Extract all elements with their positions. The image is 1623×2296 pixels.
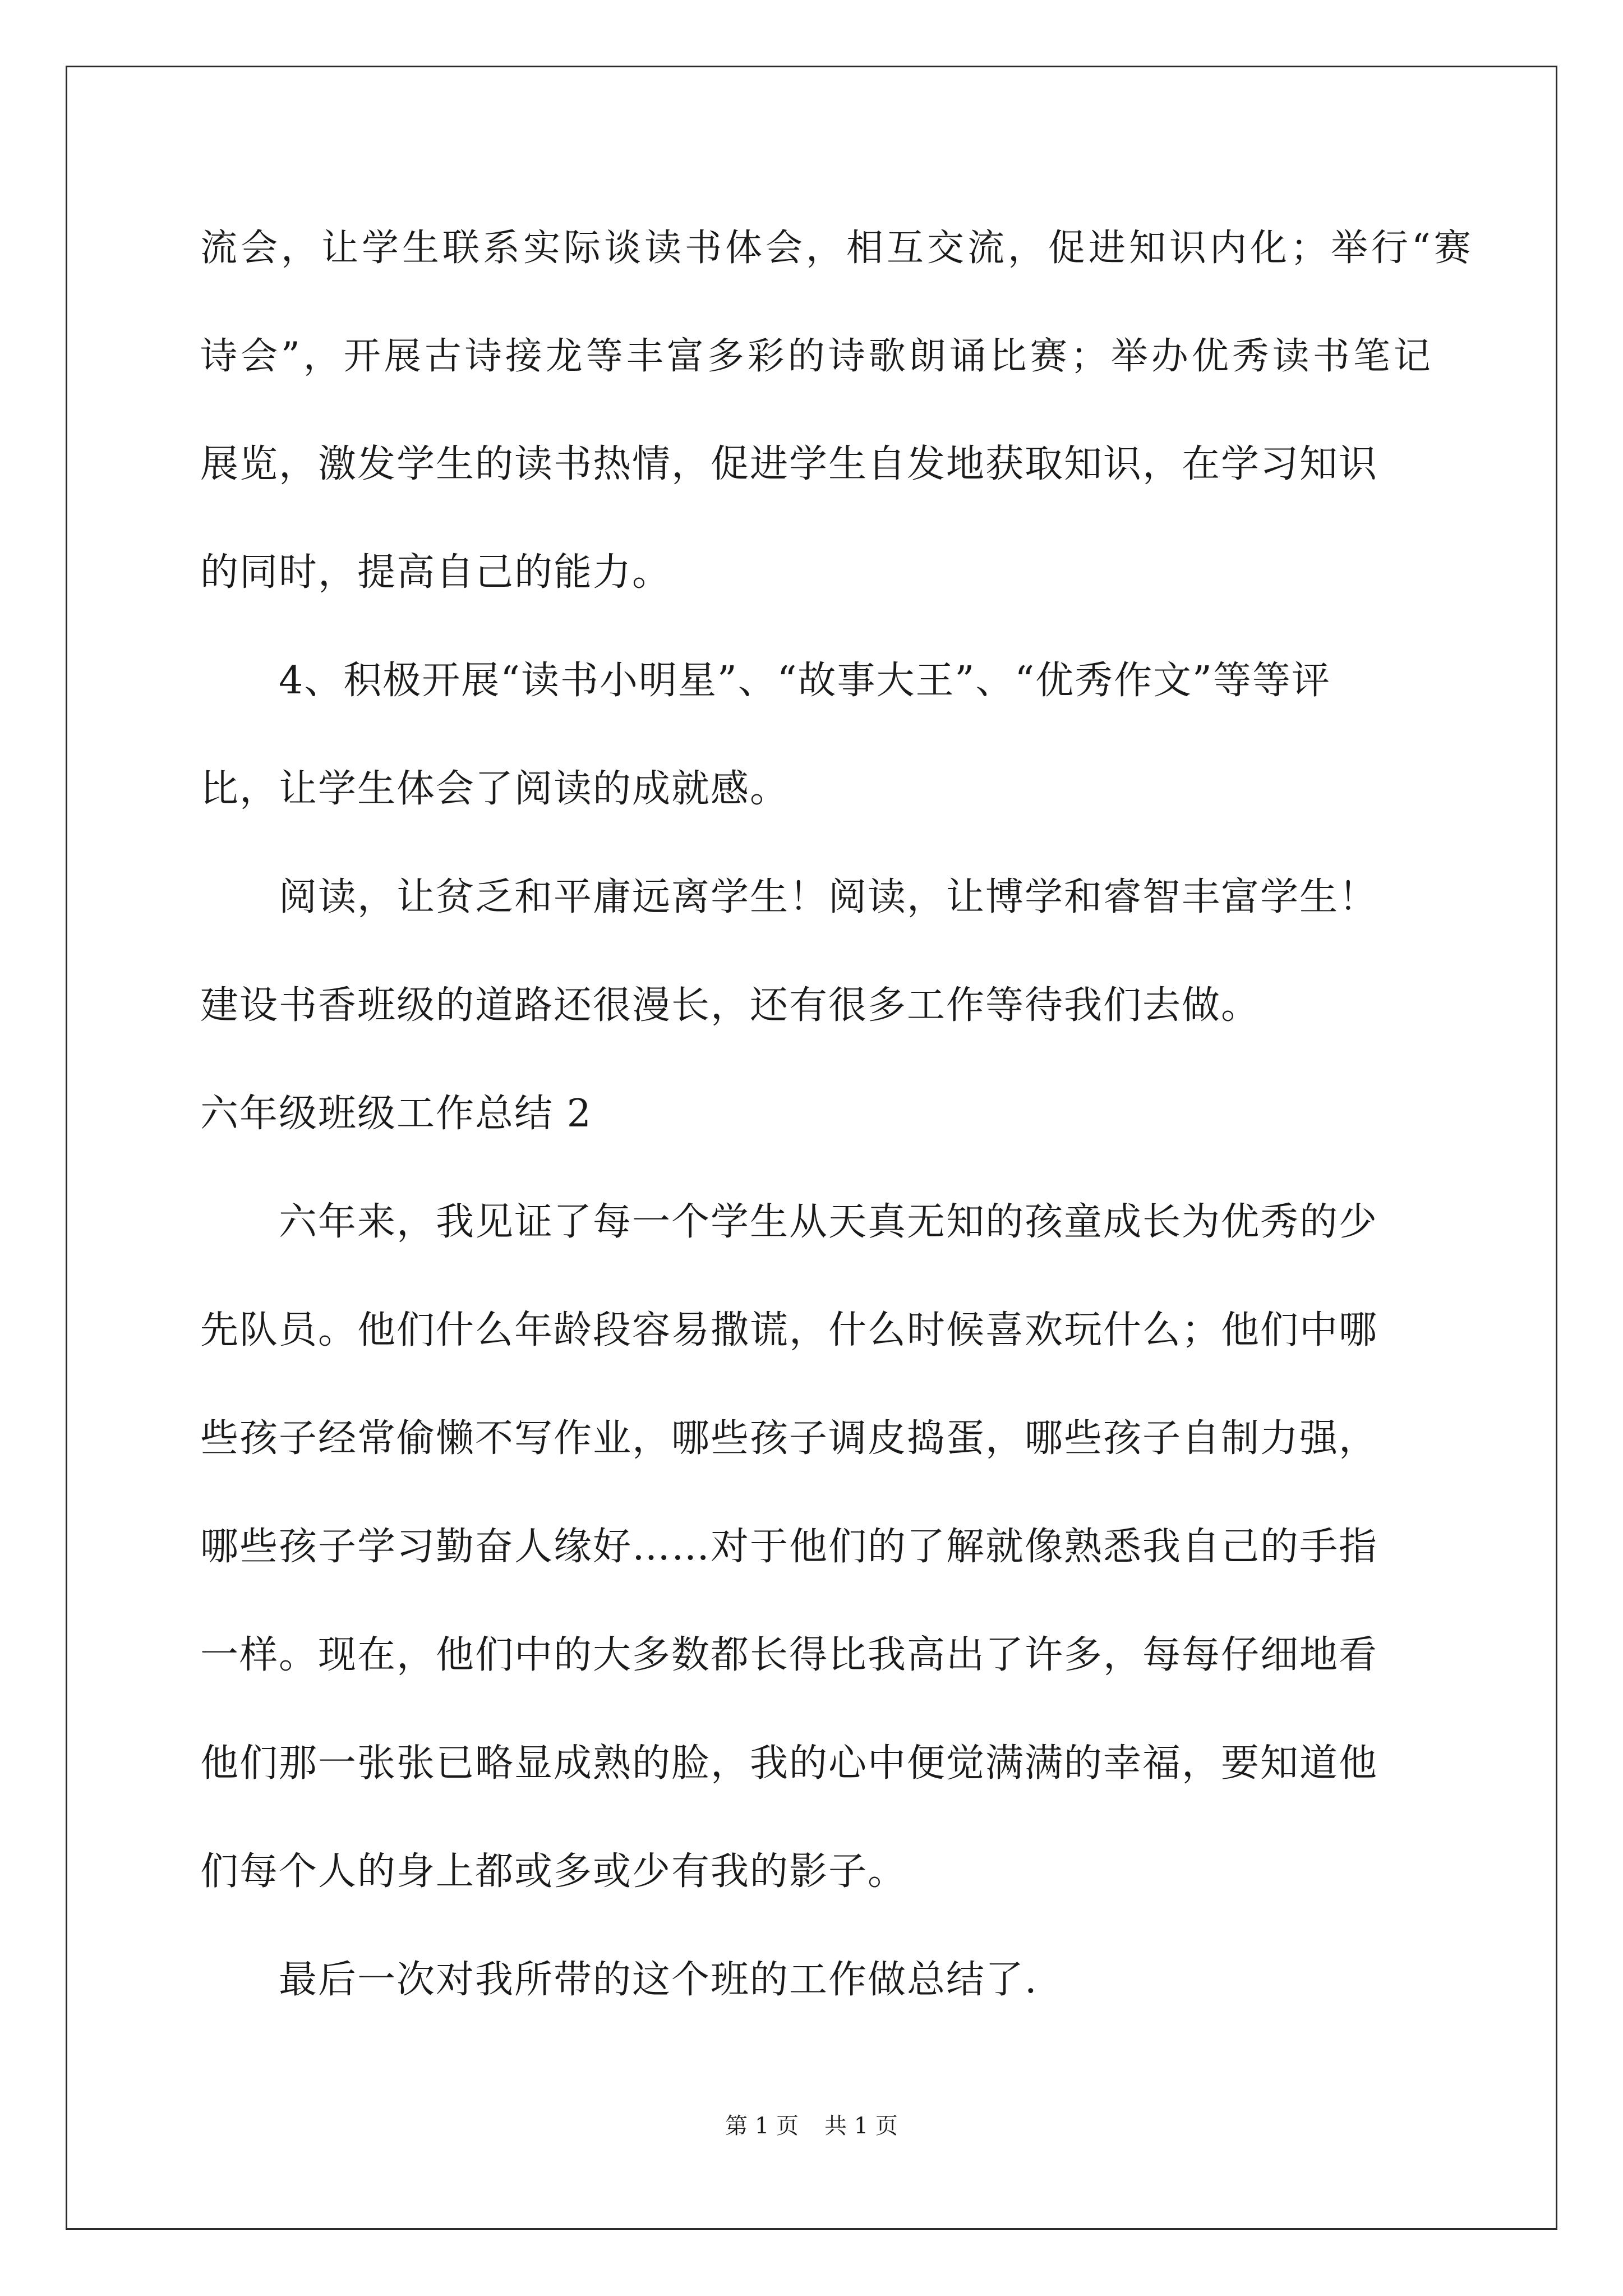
text-line: 最后一次对我所带的这个班的工作做总结了. bbox=[200, 1958, 1038, 2002]
text-line: 些孩子经常偷懒不写作业，哪些孩子调皮捣蛋，哪些孩子自制力强， bbox=[200, 1416, 1378, 1461]
text-line: 哪些孩子学习勤奋人缘好……对于他们的了解就像熟悉我自己的手指 bbox=[200, 1525, 1378, 1569]
section-heading: 六年级班级工作总结 2 bbox=[200, 1092, 592, 1136]
page-number: 第 1 页 bbox=[725, 2113, 799, 2139]
text-line: 诗会”，开展古诗接龙等丰富多彩的诗歌朗诵比赛；举办优秀读书笔记 bbox=[200, 334, 1434, 378]
document-body bbox=[200, 214, 1474, 2055]
text-line: 们每个人的身上都或多或少有我的影子。 bbox=[200, 1849, 907, 1894]
text-line: 展览，激发学生的读书热情，促进学生自发地获取知识，在学习知识 bbox=[200, 442, 1378, 486]
text-line: 4、积极开展“读书小明星”、“故事大王”、“优秀作文”等等评 bbox=[200, 659, 1331, 703]
text-line: 流会，让学生联系实际谈读书体会，相互交流，促进知识内化；举行“赛 bbox=[200, 226, 1474, 269]
text-line: 比，让学生体会了阅读的成就感。 bbox=[200, 767, 790, 811]
text-line: 阅读，让贫乏和平庸远离学生！阅读，让博学和睿智丰富学生！ bbox=[200, 875, 1378, 919]
page-footer bbox=[0, 2109, 1623, 2143]
text-line: 一样。现在，他们中的大多数都长得比我高出了许多，每每仔细地看 bbox=[200, 1633, 1378, 1677]
text-line: 六年来，我见证了每一个学生从天真无知的孩童成长为优秀的少 bbox=[200, 1200, 1378, 1244]
text-line: 他们那一张张已略显成熟的脸，我的心中便觉满满的幸福，要知道他 bbox=[200, 1741, 1378, 1786]
text-line: 建设书香班级的道路还很漫长，还有很多工作等待我们去做。 bbox=[200, 983, 1261, 1028]
text-line: 的同时，提高自己的能力。 bbox=[200, 550, 672, 595]
page-total: 共 1 页 bbox=[824, 2113, 898, 2139]
text-line: 先队员。他们什么年龄段容易撒谎，什么时候喜欢玩什么；他们中哪 bbox=[200, 1308, 1378, 1352]
